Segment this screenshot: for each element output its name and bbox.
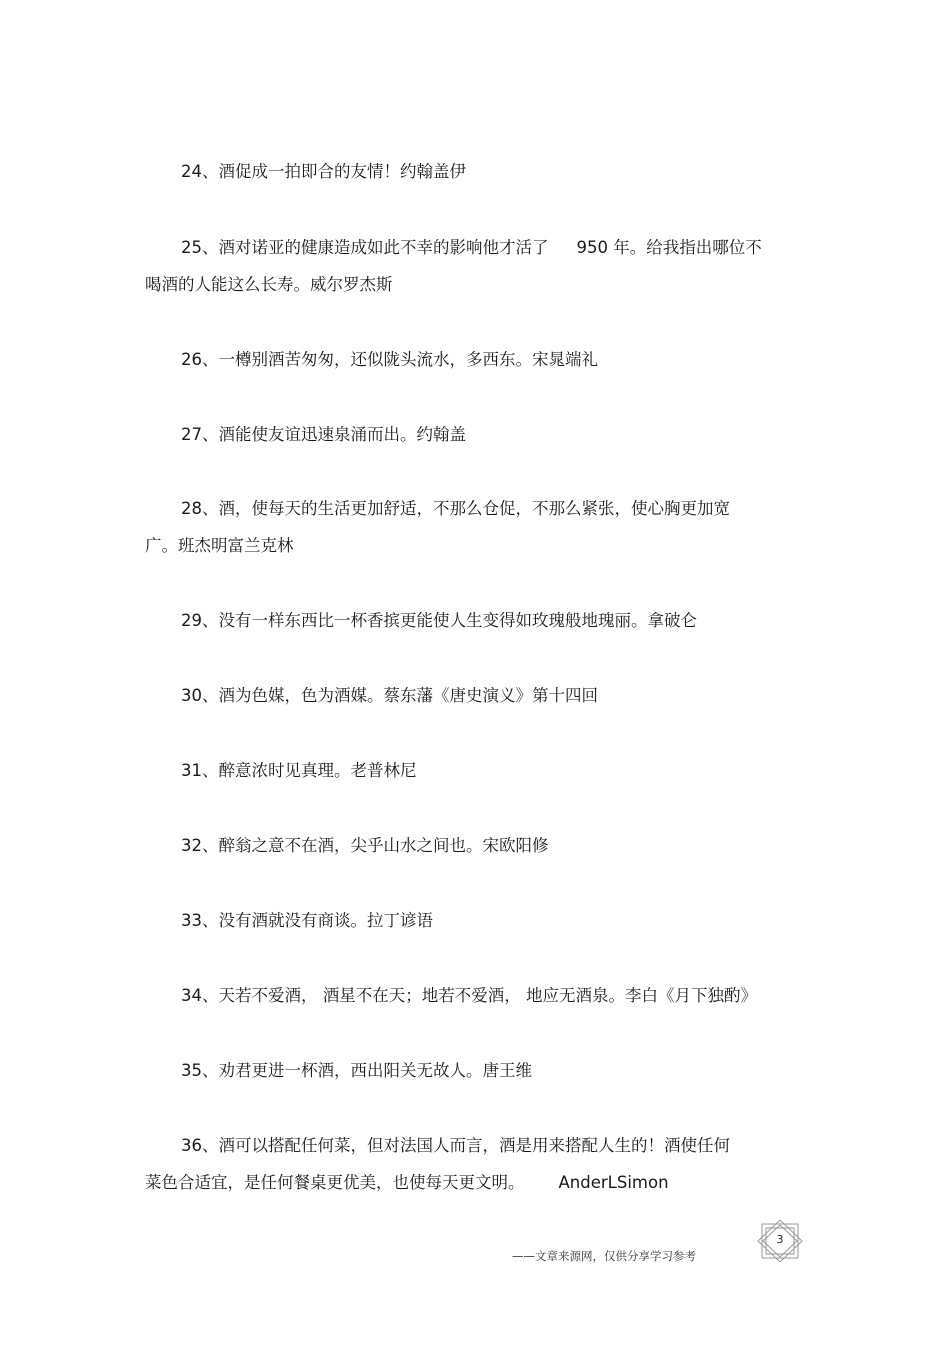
quote-25	[145, 229, 810, 303]
quote-line: 35、劝君更进一杯酒，西出阳关无故人。唐王维	[181, 1061, 532, 1080]
quote-35	[145, 1052, 810, 1089]
quote-34	[145, 977, 810, 1014]
quote-32	[145, 827, 810, 864]
quote-33	[145, 902, 810, 939]
quote-29	[145, 602, 810, 639]
quote-line: 36、酒可以搭配任何菜，但对法国人而言，酒是用来搭配人生的！酒使任何	[181, 1136, 730, 1155]
quote-line: 29、没有一样东西比一杯香摈更能使人生变得如玫瑰般地瑰丽。拿破仑	[181, 611, 697, 630]
quote-line: 广。班杰明富兰克林	[145, 536, 294, 555]
quote-30	[145, 677, 810, 714]
quote-line: 27、酒能使友谊迅速泉涌而出。约翰盖	[181, 425, 466, 444]
quote-27	[145, 416, 810, 453]
quote-31	[145, 752, 810, 789]
quote-line: 28、酒，使每天的生活更加舒适，不那么仓促，不那么紧张，使心胸更加宽	[181, 499, 730, 518]
quote-line: 喝酒的人能这么长寿。威尔罗杰斯	[145, 275, 393, 294]
quote-36	[145, 1127, 810, 1201]
quote-26	[145, 341, 810, 378]
quote-line: 菜色合适宜，是任何餐桌更优美，也使每天更文明。 AnderLSimon	[145, 1173, 669, 1192]
quote-line: 30、酒为色媒，色为酒媒。蔡东藩《唐史演义》第十四回	[181, 686, 598, 705]
quote-line: 24、酒促成一拍即合的友情！约翰盖伊	[181, 162, 466, 181]
quote-line: 25、酒对诺亚的健康造成如此不幸的影响他才活了 950 年。给我指出哪位不	[181, 238, 762, 257]
quote-line: 33、没有酒就没有商谈。拉丁谚语	[181, 911, 433, 930]
quote-28	[145, 490, 810, 564]
quote-line: 32、醉翁之意不在酒，尖乎山水之间也。宋欧阳修	[181, 836, 549, 855]
page-number-badge	[756, 1220, 804, 1262]
quote-line: 26、一樽别酒苦匆匆，还似陇头流水，多西东。宋晁端礼	[181, 350, 598, 369]
page-number: 3	[776, 1233, 784, 1246]
quote-24	[145, 153, 810, 190]
quote-line: 31、醉意浓时见真理。老普林尼	[181, 761, 417, 780]
footer-source-note: ——文章来源网，仅供分享学习参考	[512, 1249, 696, 1263]
quote-line: 34、天若不爱酒， 酒星不在天；地若不爱酒， 地应无酒泉。李白《月下独酌》	[181, 986, 757, 1005]
